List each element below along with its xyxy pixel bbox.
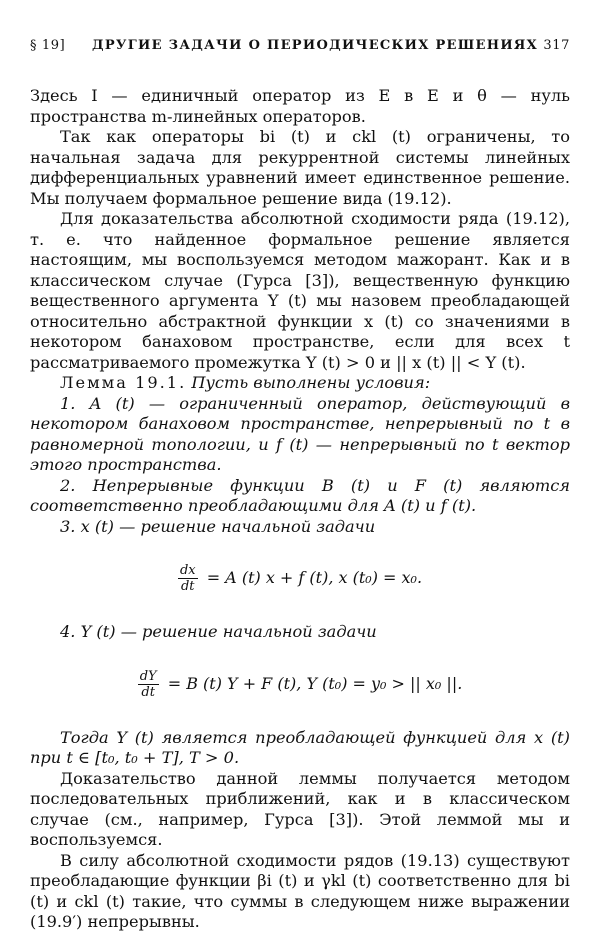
section-ref: § 19]: [30, 38, 66, 53]
formula-2-fraction: [138, 669, 159, 700]
formula-1-denominator: dt: [180, 579, 195, 594]
condition-4: 4. Y (t) — решение начальной задачи: [60, 622, 377, 641]
formula-2-rhs: = B (t) Y + F (t), Y (t₀) = y₀ > || x₀ ||.: [167, 673, 463, 693]
lemma-intro: Пусть выполнены условия:: [191, 373, 431, 392]
formula-1-numerator: dx: [179, 563, 196, 578]
chapter-title: ДРУГИЕ ЗАДАЧИ О ПЕРИОДИЧЕСКИХ РЕШЕНИЯХ: [92, 38, 539, 53]
formula-2-denominator: dt: [141, 684, 155, 700]
lemma-label: Лемма 19.1.: [60, 373, 187, 392]
page-number: 317: [543, 38, 570, 53]
condition-3: 3. x (t) — решение начальной задачи: [60, 516, 376, 536]
paragraph-1: Здесь I — единичный оператор из E в E и θ — нуль пространства m-линейных операторов.: [30, 86, 570, 126]
paragraph-3: Для доказательства абсолютной сходимости ряда (19.12), т. е. что найденное формальное решение является настоящим, мы воспользуемся методом мажорант. Как и в классическом случае (Гурса [3]), вещественную функцию вещественного аргумента Y (t) мы назовем преобладающей относительно абстрактной функции x (t) со значениями в некотором банаховом пространстве, если для всех t рассматриваемого промежутка Y (t) > 0 и || x (t) || < Y (t).: [30, 209, 570, 372]
paragraph-4: Доказательство данной леммы получается методом последовательных приближений, как и в классическом случае (см., например, Гурса [3]). Этой леммой мы и воспользуемся.: [30, 768, 570, 849]
formula-1-rhs: = A (t) x + f (t), x (t₀) = x₀.: [206, 568, 423, 587]
paragraph-5: В силу абсолютной сходимости рядов (19.13) существуют преобладающие функции βi (t) и γkl (t) соответственно для bi (t) и ckl (t) такие, что суммы в следующем ниже выражении (19.9′) непрерывны.: [30, 850, 570, 931]
formula-1-fraction: [178, 563, 198, 594]
formula-2: [30, 669, 570, 700]
running-header: [30, 38, 570, 60]
paragraph-2: Так как операторы bi (t) и ckl (t) ограничены, то начальная задача для рекуррентной системы линейных дифференциальных уравнений имеет единственное решение. Мы получаем формальное решение вида (19.12).: [30, 127, 570, 208]
formula-2-numerator: dY: [139, 668, 157, 684]
formula-1: [30, 563, 570, 594]
page-body: [30, 86, 570, 933]
condition-2: 2. Непрерывные функции B (t) и F (t) являются соответственно преобладающими для A (t) и f (t).: [30, 475, 570, 515]
lemma-conclusion: Тогда Y (t) является преобладающей функцией для x (t) при t ∈ [t₀, t₀ + T], T > 0.: [30, 727, 570, 767]
lemma-heading: [30, 373, 570, 394]
condition-1: 1. A (t) — ограниченный оператор, действующий в некотором банаховом пространстве, непрерывный по t в равномерной топологии, и f (t) — непрерывный по t вектор этого пространства.: [30, 393, 570, 474]
